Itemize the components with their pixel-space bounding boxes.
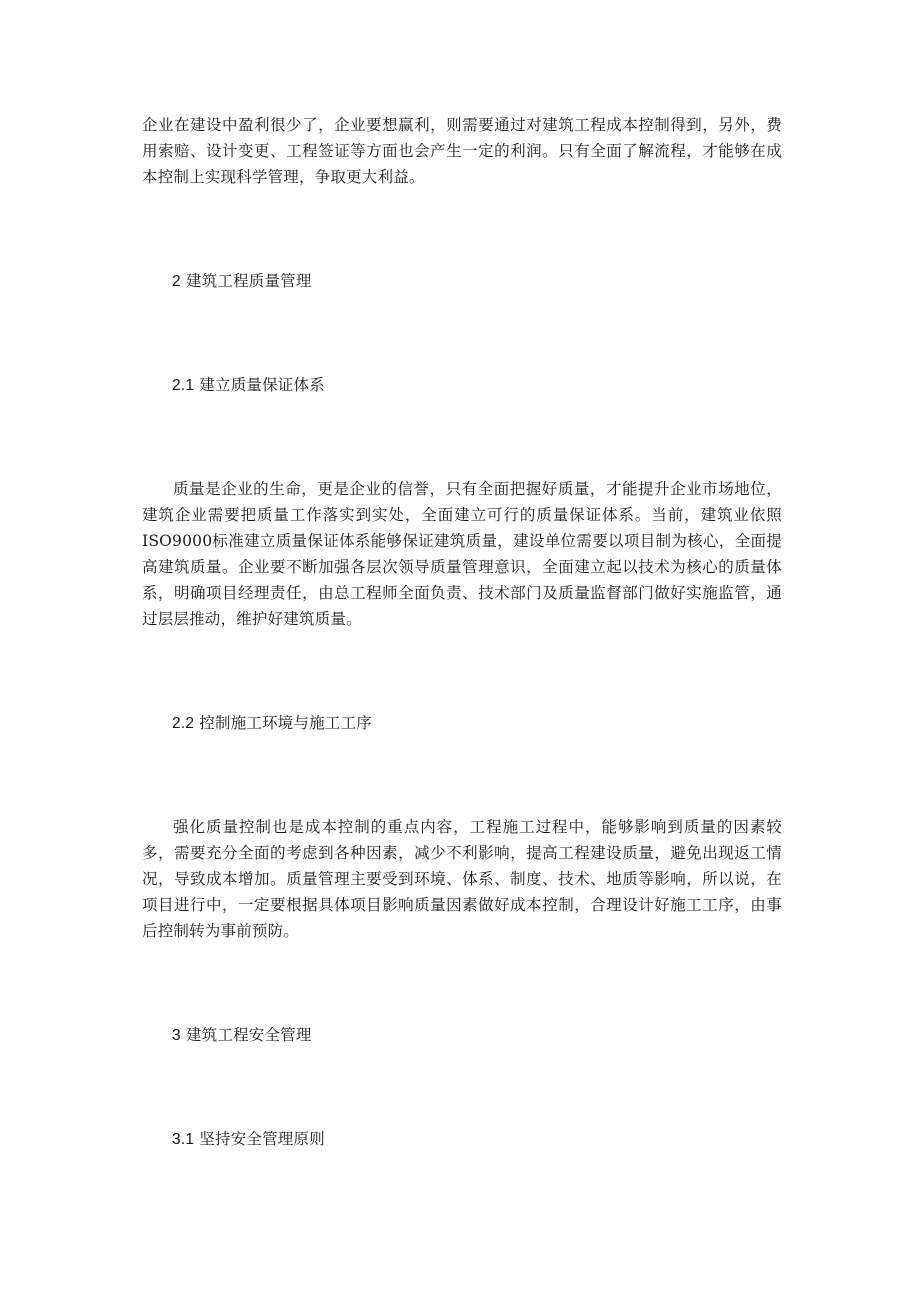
heading-2-2-number: 2.2 [172, 715, 195, 732]
heading-3 [172, 1022, 312, 1049]
heading-3-number: 3 [172, 1027, 181, 1044]
heading-3-1 [172, 1126, 325, 1153]
heading-2-1 [172, 372, 325, 399]
heading-2-1-number: 2.1 [172, 377, 195, 394]
heading-3-1-number: 3.1 [172, 1131, 195, 1148]
heading-2-2 [172, 710, 372, 737]
paragraph-2-1: 质量是企业的生命，更是企业的信誉，只有全面把握好质量，才能提升企业市场地位，建筑企业需要把质量工作落实到实处，全面建立可行的质量保证体系。当前，建筑业依照ISO9000标准建立质量保证体系能够保证建筑质量，建设单位需要以项目制为核心，全面提高建筑质量。企业要不断加强各层次领导质量管理意识，全面建立起以技术为核心的质量体系，明确项目经理责任，由总工程师全面负责、技术部门及质量监督部门做好实施监管，通过层层推动，维护好建筑质量。 [142, 480, 782, 628]
heading-2-1-text: 建立质量保证体系 [199, 376, 325, 394]
heading-2-text: 建筑工程质量管理 [185, 272, 312, 290]
heading-3-text: 建筑工程安全管理 [185, 1026, 312, 1044]
heading-3-1-text: 坚持安全管理原则 [199, 1130, 325, 1148]
heading-2-number: 2 [172, 273, 181, 290]
heading-2-2-text: 控制施工环境与施工工序 [199, 714, 372, 732]
paragraph-2-2: 强化质量控制也是成本控制的重点内容，工程施工过程中，能够影响到质量的因素较多，需要充分全面的考虑到各种因素，减少不利影响，提高工程建设质量，避免出现返工情况，导致成本增加。质量管理主要受到环境、体系、制度、技术、地质等影响，所以说，在项目进行中，一定要根据具体项目影响质量因素做好成本控制，合理设计好施工工序，由事后控制转为事前预防。 [142, 818, 782, 940]
intro-paragraph: 企业在建设中盈利很少了，企业要想赢利，则需要通过对建筑工程成本控制得到，另外，费用索赔、设计变更、工程签证等方面也会产生一定的利润。只有全面了解流程，才能够在成本控制上实现科学管理，争取更大利益。 [142, 116, 782, 186]
heading-2 [172, 268, 312, 295]
